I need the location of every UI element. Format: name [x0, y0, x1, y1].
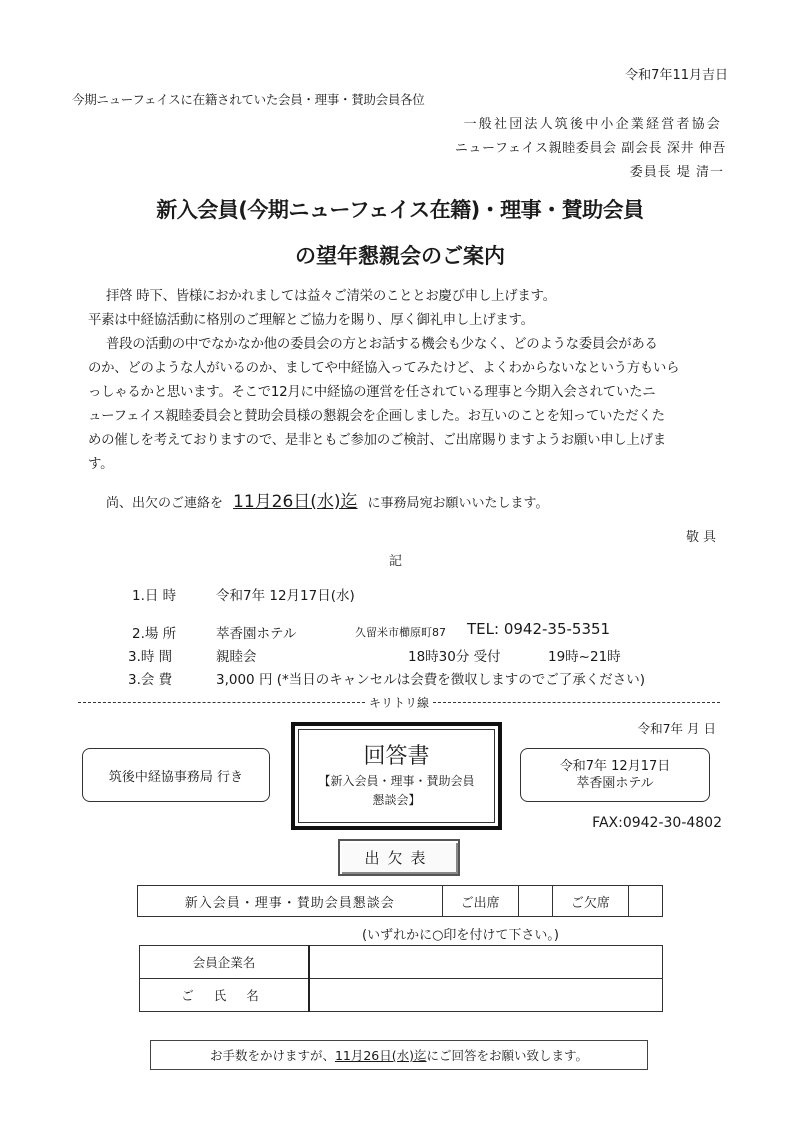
attendance-note: (いずれかに○印を付けて下さい。): [362, 928, 559, 943]
body-line: 普段の活動の中でなかなか他の委員会の方とお話する機会も少なく、どのような委員会がある: [106, 337, 658, 352]
place-label: 2.場 所: [132, 626, 177, 642]
attendance-table: [137, 885, 663, 917]
absent-mark-cell[interactable]: [628, 886, 662, 917]
closing: 敬具: [685, 530, 720, 545]
footer-date: 11月26日(水)迄: [334, 1048, 427, 1063]
fee-label: 3.会 費: [128, 672, 173, 688]
deadline-suffix: に事務局宛お願いいたします。: [367, 496, 549, 511]
deadline-notice: [106, 487, 549, 512]
cut-line-label: キリトリ線: [369, 695, 430, 710]
cut-line: [78, 694, 720, 710]
body-line: 平素は中経協活動に格別のご理解とご協力を賜り、厚く御礼申し上げます。: [88, 313, 534, 328]
name-field[interactable]: [309, 979, 663, 1012]
sender-line-2: 委員長 堤 清一: [629, 165, 724, 180]
recipient-office: 筑後中経協事務局 行き: [108, 769, 244, 785]
deadline-prefix: 尚、出欠のご連絡を: [106, 496, 224, 511]
time-value: 親睦会: [216, 649, 257, 665]
attend-mark-cell[interactable]: [518, 886, 552, 917]
attend-label: ご出席: [442, 886, 518, 917]
member-info-table: [139, 945, 663, 1012]
body-line: ューフェイス親睦委員会と賛助会員様の懇親会を企画しました。お互いのことを知っていただくた: [88, 409, 665, 424]
reply-form-subtitle-2: 懇談会】: [372, 793, 421, 807]
name-label: ご 氏 名: [140, 979, 310, 1012]
reply-date: 令和7年 月 日: [637, 721, 716, 736]
time-label: 3.時 間: [128, 649, 173, 665]
recipient-office-box: [82, 748, 270, 802]
place-value: 萃香園ホテル: [216, 626, 297, 642]
time-reception: 18時30分 受付: [408, 649, 501, 665]
reply-form-subtitle-1: 【新入会員・理事・賛助会員: [318, 774, 475, 788]
reply-form-title-box: [291, 722, 502, 830]
body-line: っしゃるかと思います。そこで12月に中経協の運営を任されている理事と今期入会されていたニ: [88, 385, 656, 400]
fee-value: 3,000 円 (*当日のキャンセルは会費を徴収しますのでご了承ください): [216, 672, 646, 688]
body-line: す。: [88, 457, 114, 472]
place-tel: TEL: 0942-35-5351: [467, 620, 611, 638]
company-label: 会員企業名: [140, 946, 310, 979]
cut-line-dash-right: [433, 702, 720, 703]
footer-suffix: にご回答をお願い致します。: [426, 1048, 589, 1063]
place-address: 久留米市櫛原町87: [355, 626, 446, 639]
absent-label: ご欠席: [552, 886, 628, 917]
reply-form-title: 回答書: [363, 744, 430, 769]
fax-number: FAX:0942-30-4802: [592, 815, 722, 831]
ki-heading: 記: [389, 554, 403, 569]
event-date: 令和7年 12月17日: [559, 759, 671, 774]
organization: 一般社団法人筑後中小企業経営者協会: [463, 117, 722, 132]
cut-line-dash-left: [78, 702, 365, 703]
event-info-box: [520, 748, 710, 802]
body-line: 拝啓 時下、皆様におかれましては益々ご清栄のこととお慶び申し上げます。: [106, 289, 556, 304]
event-place: 萃香園ホテル: [576, 776, 654, 791]
footer-prefix: お手数をかけますが、: [209, 1048, 335, 1063]
document-title-line-2: の望年懇親会のご案内: [295, 244, 505, 268]
document-title-line-1: 新入会員(今期ニューフェイス在籍)・理事・賛助会員: [156, 198, 644, 222]
attendance-event: 新入会員・理事・賛助会員懇談会: [138, 886, 443, 917]
reply-deadline-box: [150, 1040, 648, 1070]
attendance-title: 出欠表: [338, 839, 460, 876]
company-field[interactable]: [309, 946, 663, 979]
body-line: めの催しを考えておりますので、是非ともご参加のご検討、ご出席賜りますようお願い申し上げま: [88, 433, 666, 448]
issue-date: 令和7年11月吉日: [625, 68, 728, 83]
sender-line-1: ニューフェイス親睦委員会 副会長 深井 伸吾: [454, 141, 726, 156]
deadline-date: 11月26日(水)迄: [233, 492, 358, 512]
time-range: 19時~21時: [548, 649, 621, 665]
recipient: 今期ニューフェイスに在籍されていた会員・理事・賛助会員各位: [72, 92, 425, 107]
date-value: 令和7年 12月17日(水): [216, 588, 355, 604]
body-line: のか、どのような人がいるのか、ましてや中経協入ってみたけど、よくわからないなという方もいら: [88, 361, 680, 376]
date-label: 1.日 時: [132, 588, 177, 604]
